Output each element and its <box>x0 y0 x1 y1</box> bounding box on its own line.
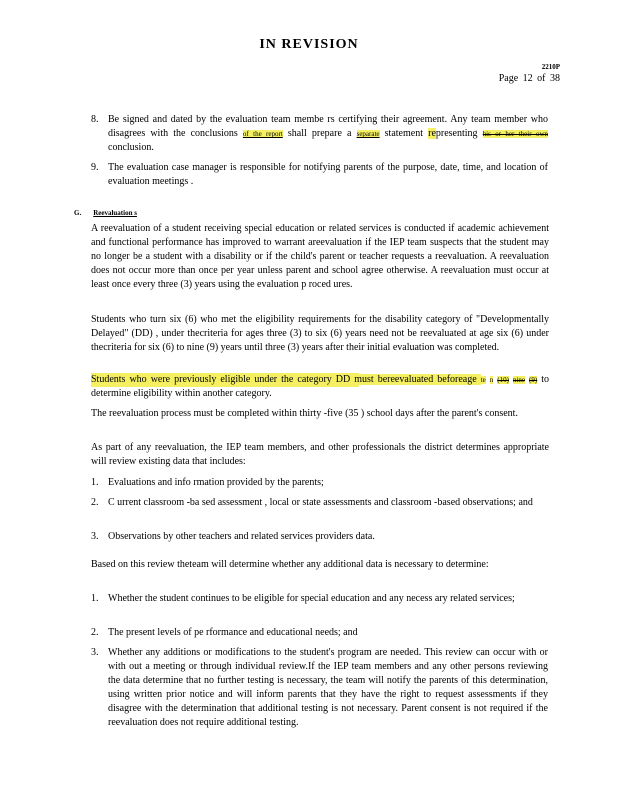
paragraph-3-highlight-nine: nine <box>512 376 526 384</box>
list-2-item-2: The present levels of pe rformance and educational needs; and <box>108 627 358 638</box>
item-8-highlight-re: re <box>428 128 436 139</box>
section-g-heading <box>74 206 137 220</box>
list-2-item-1: Whether the student continues to be eligible for special education and any necess ary related services; <box>108 593 515 604</box>
policy-code: 2210P <box>541 63 560 71</box>
reevaluation-paragraph-5: As part of any reevaluation, the IEP team members, and other professionals the district determines appropriate will review existing data that includes: <box>91 442 549 467</box>
item-8-part4: presenting <box>435 128 483 139</box>
reevaluation-paragraph-6: Based on this review theteam will determine whether any additional data is necessary to determine: <box>91 559 489 570</box>
list-1-number-1: 1. <box>91 477 99 488</box>
paragraph-3-highlight-nine-num: (9) <box>529 376 538 384</box>
reevaluation-paragraph-4: The reevaluation process must be completed within thirty -five (35 ) school days after the parent's consent. <box>91 408 518 419</box>
item-8-part5: conclusion. <box>108 142 154 153</box>
paragraph-3-highlight-n: n <box>489 376 494 384</box>
list-1-item-2: C urrent classroom -ba sed assessment , local or state assessments and classroom -based observations; and <box>108 497 533 508</box>
paragraph-3-highlight-ten: (10) <box>497 376 509 384</box>
reevaluation-paragraph-3 <box>91 373 549 401</box>
item-8-highlight-report: of the report <box>242 130 283 138</box>
item-8-part2: shall prepare a <box>282 128 357 139</box>
document-title: IN REVISION <box>259 37 359 52</box>
reevaluation-paragraph-2: Students who turn six (6) who met the eligibility requirements for the disability category of "Developmentally Delayed" (DD) , under thecriteria for ages three (3) to six (6) years need not be reevaluated at age six (6) under thecriteria for six (6) to nine (9) years until three (3) years after their initial evaluation was completed. <box>91 314 549 353</box>
item-9-text: The evaluation case manager is responsible for notifying parents of the purpose, date, time, and location of evaluation meetings . <box>108 162 548 187</box>
list-1-number-3: 3. <box>91 531 99 542</box>
item-9-number: 9. <box>91 162 99 173</box>
list-1-number-2: 2. <box>91 497 99 508</box>
paragraph-3-highlight-te: te <box>480 376 486 384</box>
list-2-number-2: 2. <box>91 627 99 638</box>
item-8-number: 8. <box>91 114 99 125</box>
section-g-label: G. <box>74 209 82 217</box>
page-number: Page 12 of 38 <box>498 73 560 84</box>
paragraph-3-part1: Students who were previously eligible under the category DD must bereevaluated beforeage <box>91 374 481 385</box>
item-8-highlight-strike: his or her their own <box>482 130 548 138</box>
item-8-part1: Be signed and dated by the evaluation team membe rs certifying their agreement. Any team member who disagrees with the conclusions <box>108 114 548 139</box>
item-8-part3: statement <box>379 128 429 139</box>
section-g-title: Reevaluation s <box>93 209 137 217</box>
reevaluation-paragraph-1: A reevaluation of a student receiving special education or related services is conducted if academic achievement and functional performance has improved to warrant areevaluation if the IEP team suspects that the student may no longer be a student with a disability or if the child's parent or teacher requests a reevaluation. A reevaluation does not occur more than once per year unless parent and school agree otherwise. A reevaluation must occur at least once every three (3) years using the evaluation p roced ures. <box>91 223 549 290</box>
item-8-highlight-separate: separate <box>356 130 380 138</box>
item-8-text <box>108 113 548 155</box>
list-2-item-3: Whether any additions or modifications to the student's program are needed. This review can occur with or with out a meeting or through individual review.If the IEP team members and any other persons reviewing the data determine that no further testing is necessary, the team will notify the parents of this determination, using written prior notice and will inform parents that they have the right to request assessments if they disagree with the determination that additional testing is not necessary. Parent consent is not required if the reevaluation does not require additional testing. <box>108 647 548 728</box>
list-2-number-3: 3. <box>91 647 99 658</box>
list-2-number-1: 1. <box>91 593 99 604</box>
list-1-item-1: Evaluations and info rmation provided by the parents; <box>108 477 324 488</box>
list-1-item-3: Observations by other teachers and related services providers data. <box>108 531 375 542</box>
paragraph-3-part2: to determine eligibility within another category. <box>91 374 550 399</box>
